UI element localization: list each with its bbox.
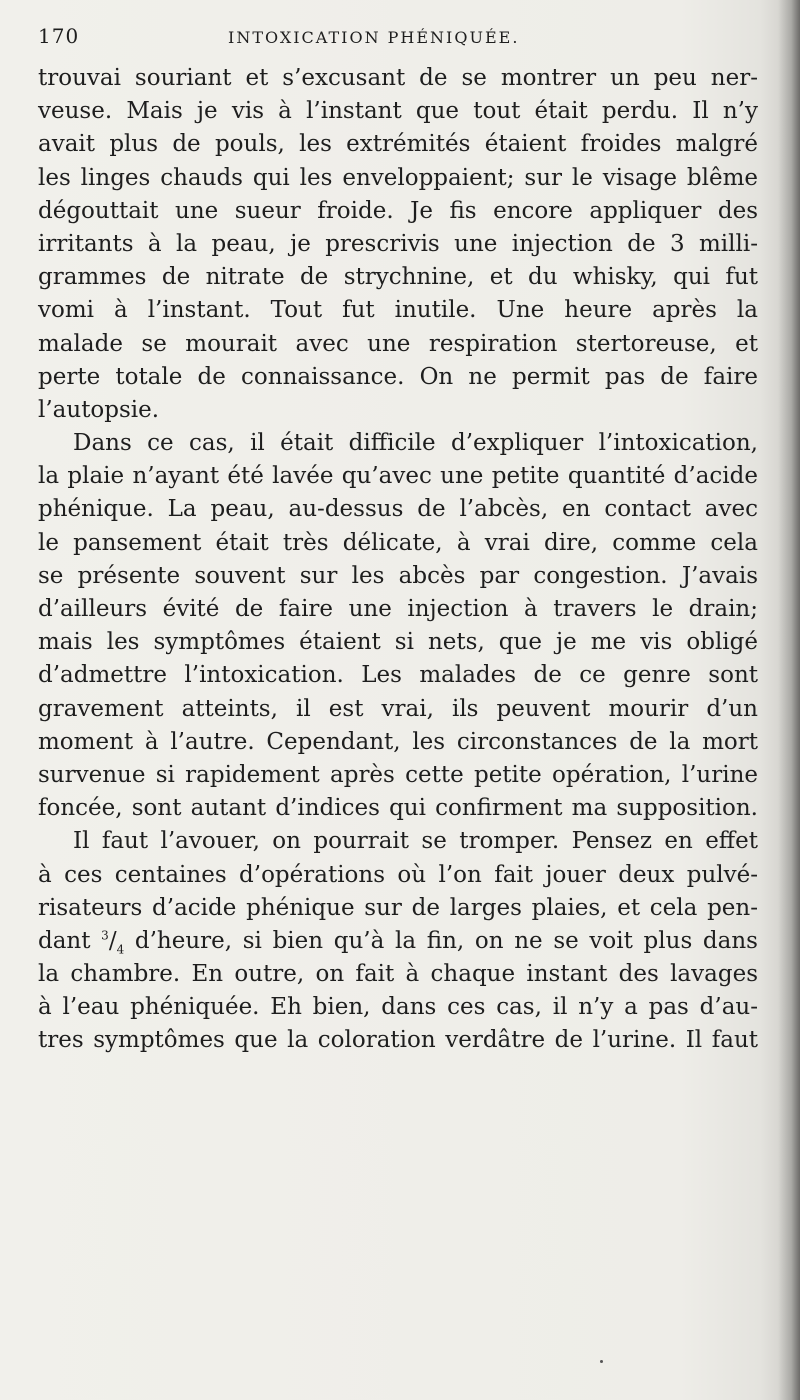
text-line: irritants à la peau, je prescrivis une injection de 3 milli- — [38, 230, 758, 257]
text-line: d’admettre l’intoxication. Les malades de ce genre sont — [38, 662, 758, 689]
text-line: phénique. La peau, au-dessus de l’abcès, en contact avec — [38, 496, 758, 523]
fraction-text-line — [38, 925, 758, 958]
paragraph-start-line: Il faut l’avouer, on pourrait se tromper. Pensez en effet — [73, 828, 758, 855]
text-line: foncée, sont autant d’indices qui confirment ma supposition. — [38, 795, 758, 822]
fraction-line-after: d’heure, si bien qu’à la fin, on ne se voit plus dans — [124, 927, 758, 954]
text-line: tres symptômes que la coloration verdâtre de l’urine. Il faut — [38, 1027, 758, 1054]
text-line: grammes de nitrate de strychnine, et du whisky, qui fut — [38, 264, 758, 291]
body-text — [38, 62, 758, 1058]
fraction-line-before: dant — [38, 927, 102, 954]
fraction-numerator: 3 — [101, 928, 109, 943]
running-title: INTOXICATION PHÉNIQUÉE. — [228, 28, 520, 47]
text-line: la plaie n’ayant été lavée qu’avec une petite quantité d’acide — [38, 463, 758, 490]
text-line: malade se mourait avec une respiration stertoreuse, et — [38, 330, 758, 357]
text-line: se présente souvent sur les abcès par congestion. J’avais — [38, 562, 758, 589]
text-line: dégouttait une sueur froide. Je fis encore appliquer des — [38, 197, 758, 224]
text-line: les linges chauds qui les enveloppaient; sur le visage blême — [38, 164, 758, 191]
text-line: à ces centaines d’opérations où l’on fait jouer deux pulvé- — [38, 861, 758, 888]
text-line: à l’eau phéniquée. Eh bien, dans ces cas, il n’y a pas d’au- — [38, 994, 758, 1021]
text-line: d’ailleurs évité de faire une injection à travers le drain; — [38, 596, 758, 622]
text-line: survenue si rapidement après cette petite opération, l’urine — [38, 761, 758, 788]
paragraph-start-line: Dans ce cas, il était difficile d’expliquer l’intoxication, — [73, 430, 758, 457]
text-line: l’autopsie. — [38, 396, 160, 423]
speck-mark — [600, 1360, 603, 1363]
text-line: vomi à l’instant. Tout fut inutile. Une heure après la — [38, 297, 758, 324]
text-line: risateurs d’acide phénique sur de larges plaies, et cela pen- — [38, 894, 758, 921]
running-head — [38, 14, 758, 54]
page-number: 170 — [38, 24, 80, 48]
fraction-slash: / — [108, 927, 117, 954]
page-edge-shadow — [778, 0, 800, 1400]
text-line: perte totale de connaissance. On ne permit pas de faire — [38, 363, 758, 390]
fraction-denominator: 4 — [116, 942, 125, 957]
text-line: veuse. Mais je vis à l’instant que tout était perdu. Il n’y — [38, 98, 758, 125]
text-line: avait plus de pouls, les extrémités étaient froides malgré — [38, 131, 758, 158]
text-line: trouvai souriant et s’excusant de se montrer un peu ner- — [38, 65, 758, 91]
text-line: mais les symptômes étaient si nets, que je me vis obligé — [38, 629, 758, 656]
text-line: gravement atteints, il est vrai, ils peuvent mourir d’un — [38, 695, 758, 722]
text-line: le pansement était très délicate, à vrai dire, comme cela — [38, 529, 758, 556]
text-line: moment à l’autre. Cependant, les circonstances de la mort — [38, 728, 758, 755]
text-line: la chambre. En outre, on fait à chaque instant des lavages — [38, 961, 758, 988]
